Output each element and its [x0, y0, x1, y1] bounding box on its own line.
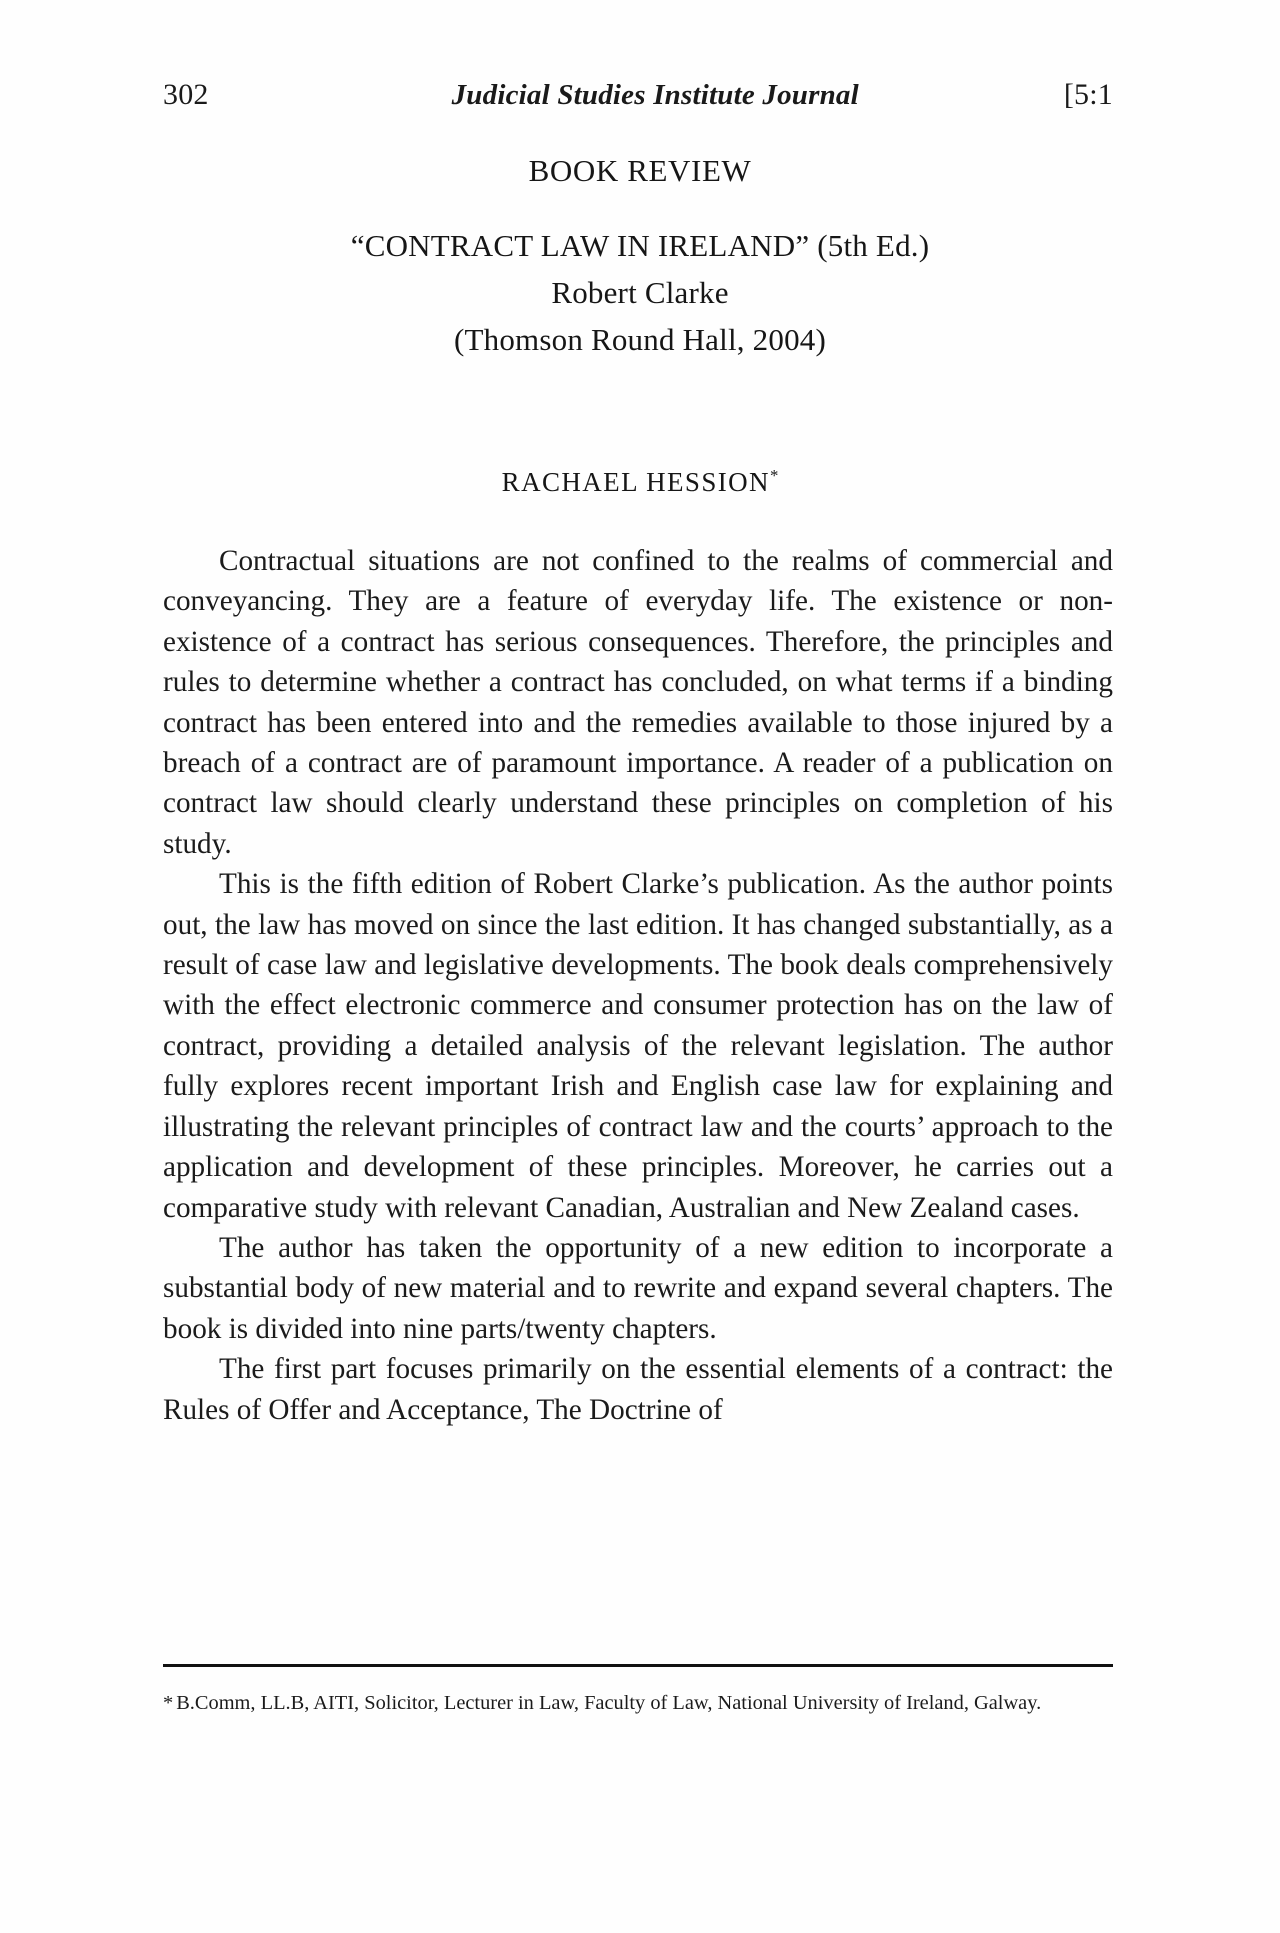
page-number: 302: [163, 78, 209, 111]
footnote-text: B.Comm, LL.B, AITI, Solicitor, Lecturer in Law, Faculty of Law, National University of Ireland, Galway.: [176, 1692, 1042, 1714]
body-paragraph: The author has taken the opportunity of a new edition to incorporate a substantial body of new material and to rewrite and expand several chapters. The book is divided into nine parts/twenty chapters.: [163, 1231, 1113, 1345]
body-paragraph: The first part focuses primarily on the essential elements of a contract: the Rules of Offer and Acceptance, The Doctrine of: [163, 1353, 1113, 1426]
section-label: BOOK REVIEW: [528, 153, 752, 188]
book-author-line: Robert Clarke: [551, 275, 729, 310]
book-title-line-1: “CONTRACT LAW IN IRELAND” (5th Ed.): [350, 228, 930, 263]
body-paragraph: This is the fifth edition of Robert Clarke’s publication. As the author points out, the law has moved on since the last edition. It has changed substantially, as a result of case law and legislative developments. The book deals comprehensively with the effect electronic commerce and consumer protection has on the law of contract, providing a detailed analysis of the relevant legislation. The author fully explores recent important Irish and English case law for explaining and illustrating the relevant principles of contract law and the courts’ approach to the application and development of these principles. Moreover, he carries out a comparative study with relevant Canadian, Australian and New Zealand cases.: [163, 868, 1113, 1224]
footnote: [163, 1689, 1113, 1718]
running-head: [163, 80, 1113, 110]
footnote-entry: [163, 1689, 1113, 1718]
body-text: [163, 541, 1113, 1430]
journal-title: Judicial Studies Institute Journal: [451, 79, 859, 111]
footnote-separator-rule: [163, 1664, 1113, 1667]
book-publisher-line: (Thomson Round Hall, 2004): [453, 322, 826, 357]
body-paragraph: Contractual situations are not confined to the realms of commercial and conveyancing. They are a feature of everyday life. The existence or non-existence of a contract has serious consequences. Therefore, the principles and rules to determine whether a contract has concluded, on what terms if a binding contract has been entered into and the remedies available to those injured by a breach of a contract are of paramount importance. A reader of a publication on contract law should clearly understand these principles on completion of his study.: [163, 545, 1113, 860]
footnote-reference-marker: *: [769, 466, 779, 485]
footnote-marker: *: [163, 1692, 174, 1714]
book-title-block: [0, 222, 1280, 363]
author-byline: [0, 466, 1280, 498]
volume-issue: [5:1: [1063, 78, 1113, 111]
reviewer-name: RACHAEL HESSION: [501, 467, 770, 497]
